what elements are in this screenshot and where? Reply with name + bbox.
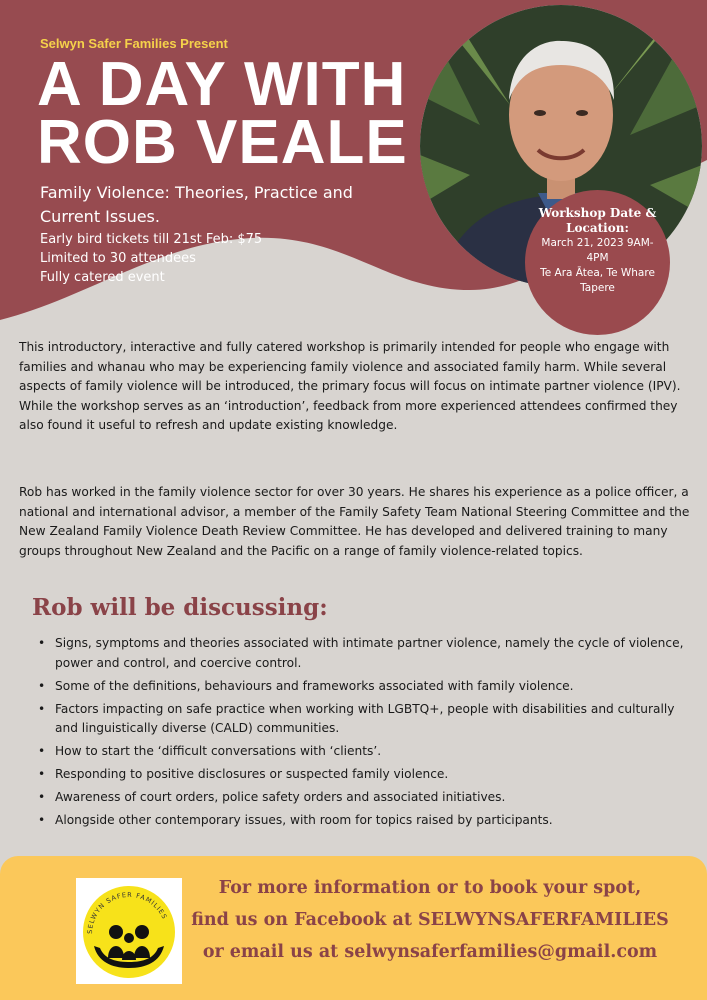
selwyn-safer-families-logo [76,878,182,984]
discussion-list [38,634,688,834]
workshop-subtitle: Family Violence: Theories, Practice and Current Issues. [40,183,353,226]
title-line-1: A DAY WITH [37,50,407,119]
contact-line-facebook: find us on Facebook at SELWYNSAFERFAMILIES [191,910,669,930]
list-item: • How to start the ‘difficult conversations with ‘clients’. [38,742,688,762]
workshop-date-badge [525,190,670,335]
contact-info [180,872,680,968]
date-badge-location: Te Ara Ātea, Te Whare Tapere [540,267,655,294]
list-item: • Factors impacting on safe practice when working with LGBTQ+, people with disabilities and culturally and linguistically diverse (CALD) communities. [38,700,688,739]
title-line-2: ROB VEALE [37,108,408,177]
discussion-heading: Rob will be discussing: [32,594,328,621]
list-item: • Awareness of court orders, police safety orders and associated initiatives. [38,788,688,808]
list-item: • Some of the definitions, behaviours and frameworks associated with family violence. [38,677,688,697]
list-item: • Alongside other contemporary issues, with room for topics raised by participants. [38,811,688,831]
date-badge-datetime: March 21, 2023 9AM-4PM [541,237,654,264]
contact-line-1: For more information or to book your spot, [218,878,642,898]
svg-text:SELWYN SAFER FAMILIES: SELWYN SAFER FAMILIES [85,890,169,935]
event-details [40,230,262,287]
page-title [37,50,408,177]
detail-attendee-limit: Limited to 30 attendees [40,251,196,266]
detail-ticket-price: Early bird tickets till 21st Feb: $75 [40,232,263,247]
contact-line-email: or email us at selwynsaferfamilies@gmail.com [202,942,658,962]
detail-catering: Fully catered event [40,270,165,285]
speaker-bio-paragraph: Rob has worked in the family violence sector for over 30 years. He shares his experience as a police officer, a national and international advisor, a member of the Family Safety Team National Steering Committee and the New Zealand Family Violence Death Review Committee. He has developed and delivered training to many groups throughout New Zealand and the Pacific on a range of family violence-related topics. [19,485,690,558]
intro-paragraph: This introductory, interactive and fully catered workshop is primarily intended for people who engage with families and whanau who may be experiencing family violence and associated family harm. While several aspects of family violence will be introduced, the primary focus will focus on intimate partner violence (IPV). While the workshop serves as an ‘introduction’, feedback from more experienced attendees confirmed they also found it useful to refresh and update existing knowledge. [19,340,681,432]
presenter-line: Selwyn Safer Families Present [40,36,228,51]
list-item: • Responding to positive disclosures or suspected family violence. [38,765,688,785]
date-badge-heading: Workshop Date & Location: [538,206,657,235]
list-item: • Signs, symptoms and theories associated with intimate partner violence, namely the cycle of violence, power and control, and coercive control. [38,634,688,673]
